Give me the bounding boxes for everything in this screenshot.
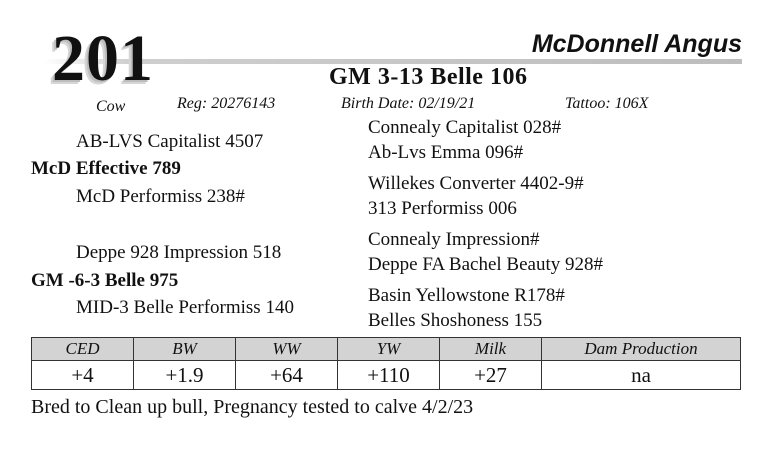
sire-sire-dam: Ab-Lvs Emma 096#: [368, 142, 524, 163]
sire-dam-dam: 313 Performiss 006: [368, 198, 517, 219]
dam-dam-dam: Belles Shoshoness 155: [368, 310, 543, 331]
sire: McD Effective 789: [31, 158, 181, 179]
tattoo-value: 106X: [614, 95, 649, 112]
epd-value-row: [32, 361, 741, 390]
registration: [177, 95, 275, 113]
dam-dam: MID-3 Belle Performiss 140: [76, 297, 294, 318]
reg-number: 20276143: [211, 95, 276, 112]
sex-label: Cow: [96, 98, 126, 115]
sire-dam-sire: Willekes Converter 4402-9#: [368, 173, 584, 194]
epd-value-dam-production: na: [542, 361, 741, 390]
epd-header-bw: BW: [134, 338, 236, 361]
footnote: Bred to Clean up bull, Pregnancy tested to calve 4/2/23: [31, 396, 474, 418]
epd-table: [31, 337, 741, 390]
epd-header-ced: CED: [32, 338, 134, 361]
birth-date: [341, 95, 475, 113]
tattoo: [565, 95, 648, 113]
epd-value-bw: +1.9: [134, 361, 236, 390]
sire-sire-sire: Connealy Capitalist 028#: [368, 117, 562, 138]
farm-name: McDonnell Angus: [531, 30, 742, 58]
epd-header-row: [32, 338, 741, 361]
lot-number: 201: [52, 22, 154, 95]
animal-name: GM 3-13 Belle 106: [329, 64, 528, 90]
epd-header-milk: Milk: [440, 338, 542, 361]
birth-date-label: Birth Date:: [341, 95, 415, 112]
dam-dam-sire: Basin Yellowstone R178#: [368, 285, 565, 306]
epd-value-ww: +64: [236, 361, 338, 390]
sire-sire: AB-LVS Capitalist 4507: [76, 131, 264, 152]
epd-value-ced: +4: [32, 361, 134, 390]
birth-date-value: 02/19/21: [418, 95, 476, 112]
epd-header-yw: YW: [338, 338, 440, 361]
sire-dam: McD Performiss 238#: [76, 186, 245, 207]
epd-value-milk: +27: [440, 361, 542, 390]
epd-header-ww: WW: [236, 338, 338, 361]
dam-sire: Deppe 928 Impression 518: [76, 242, 282, 263]
dam-sire-dam: Deppe FA Bachel Beauty 928#: [368, 254, 603, 275]
epd-header-dam-production: Dam Production: [542, 338, 741, 361]
epd-value-yw: +110: [338, 361, 440, 390]
reg-label: Reg:: [177, 95, 208, 112]
tattoo-label: Tattoo:: [565, 95, 611, 112]
dam-sire-sire: Connealy Impression#: [368, 229, 540, 250]
dam: GM -6-3 Belle 975: [31, 270, 179, 291]
